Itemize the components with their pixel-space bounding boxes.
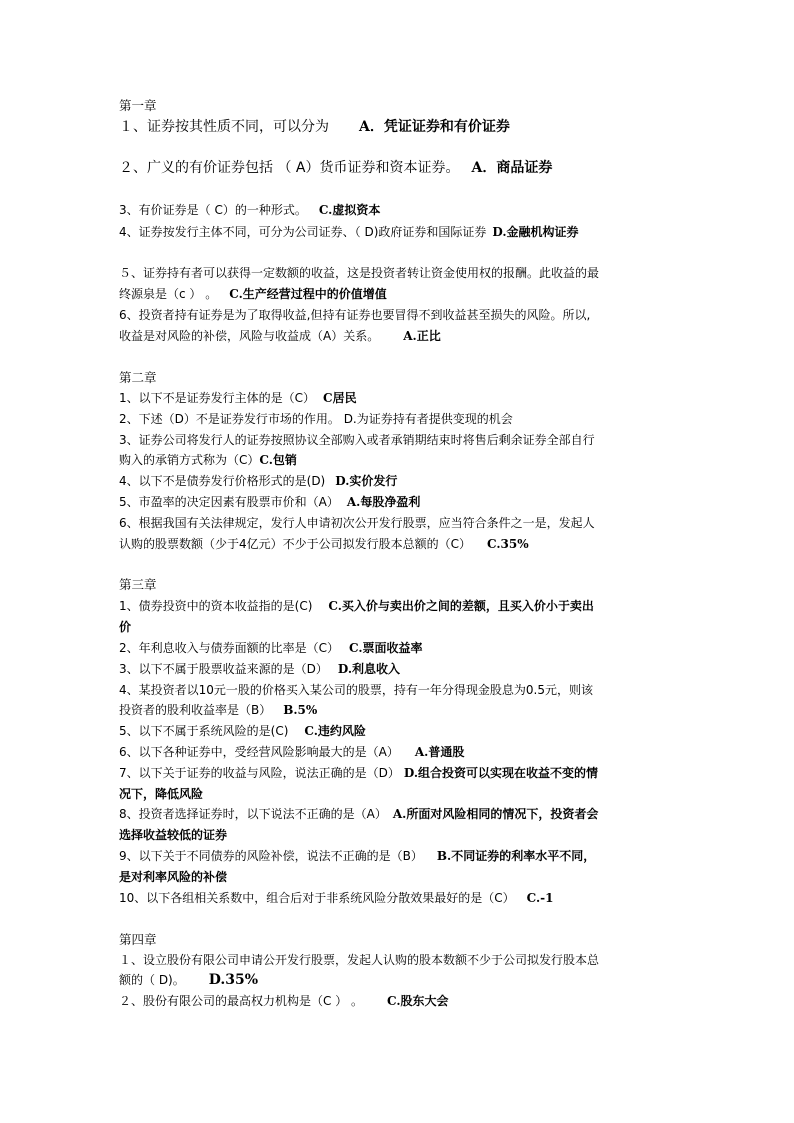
question-text: 额的（ D)。 (119, 973, 185, 987)
question-text: １、设立股份有限公司申请公开发行股票，发起人认购的股本数额不少于公司拟发行股本总 (119, 953, 600, 967)
chapter-4-title: 第四章 (119, 932, 157, 947)
question-text: 1、以下不是证券发行主体的是（C） (119, 391, 316, 405)
question-text: 收益是对风险的补偿，风险与收益成（A）关系。 (119, 329, 380, 343)
ch3-question-6 (119, 744, 464, 760)
ch4-question-2 (119, 993, 449, 1009)
ch3-question-4-line-1 (119, 682, 593, 698)
chapter-3-title: 第三章 (119, 577, 157, 592)
ch3-question-5 (119, 723, 366, 739)
answer-text: C.虚拟资本 (318, 203, 381, 217)
question-text: 终源泉是（c ） 。 (119, 287, 218, 301)
answer-text: C.-1 (526, 891, 554, 905)
ch3-question-7-line-2 (119, 786, 203, 802)
ch4-question-1-line-2 (119, 972, 258, 988)
question-text: ２、股份有限公司的最高权力机构是（C ） 。 (119, 994, 364, 1008)
ch2-question-2 (119, 411, 513, 427)
question-text: 2、下述（D）不是证券发行市场的作用。 D.为证券持有者提供变现的机会 (119, 412, 513, 426)
ch2-question-1 (119, 390, 357, 406)
ch3-question-10 (119, 890, 554, 906)
ch2-question-6-line-1 (119, 515, 595, 531)
ch1-question-1 (119, 119, 510, 135)
ch2-question-3-line-2 (119, 452, 297, 468)
question-text: 6、以下各种证券中，受经营风险影响最大的是（A） (119, 745, 399, 759)
answer-text: C.票面收益率 (349, 641, 423, 655)
answer-text: B.不同证券的利率水平不同， (436, 849, 596, 863)
ch2-question-5 (119, 494, 420, 510)
question-text: 购入的承销方式称为（C） (119, 453, 260, 467)
answer-text: A.正比 (403, 329, 441, 343)
question-text: 3、有价证券是（ C）的一种形式。 (119, 203, 307, 217)
question-text: 7、以下关于证券的收益与风险，说法正确的是（D） (119, 766, 400, 780)
answer-text: D.组合投资可以实现在收益不变的情 (403, 766, 599, 780)
ch3-question-3 (119, 661, 400, 677)
answer-text: C.35% (487, 537, 529, 551)
question-text: 10、以下各组相关系数中，组合后对于非系统风险分散效果最好的是（C） (119, 891, 515, 905)
ch3-question-2 (119, 640, 423, 656)
answer-text: C.买入价与卖出价之间的差额，且买入价小于卖出 (328, 599, 594, 613)
answer-text: 是对利率风险的补偿 (119, 870, 228, 884)
answer-text: A.普通股 (414, 745, 465, 759)
ch3-question-7-line-1 (119, 765, 598, 781)
answer-text: C.股东大会 (387, 994, 449, 1008)
answer-text: 况下，降低风险 (119, 787, 204, 801)
answer-text: C.违约风险 (304, 724, 366, 738)
answer-text: 价 (119, 620, 132, 634)
ch3-question-9-line-1 (119, 848, 595, 864)
ch1-question-3 (119, 202, 380, 218)
answer-text: D.金融机构证券 (492, 225, 579, 239)
question-text: 4、某投资者以10元一股的价格买入某公司的股票，持有一年分得现金股息为0.5元，则该 (119, 683, 593, 697)
ch3-question-8-line-2 (119, 827, 227, 843)
answer-text: A.每股净盈利 (346, 495, 421, 509)
ch2-question-3-line-1 (119, 432, 595, 448)
answer-text: A．商品证券 (471, 160, 553, 176)
ch1-question-2 (119, 160, 552, 176)
answer-text: B.5% (283, 703, 318, 717)
question-text: 3、以下不属于股票收益来源的是（D） (119, 662, 328, 676)
answer-text: A．凭证证券和有价证券 (359, 119, 510, 135)
answer-text: C居民 (323, 391, 357, 405)
ch1-question-6-line-2 (119, 328, 441, 344)
ch1-question-6-line-1 (119, 307, 590, 323)
ch3-question-1-line-1 (119, 598, 594, 614)
ch3-question-8-line-1 (119, 806, 598, 822)
answer-text: D.35% (208, 972, 259, 988)
question-text: ２、广义的有价证券包括 （ A）货币证券和资本证券。 (119, 160, 460, 176)
question-text: 2、年利息收入与债券面额的比率是（C） (119, 641, 340, 655)
answer-text: 选择收益较低的证券 (119, 828, 228, 842)
chapter-2-title: 第二章 (119, 370, 157, 385)
ch3-question-9-line-2 (119, 869, 227, 885)
ch1-question-4 (119, 224, 579, 240)
question-text: 认购的股票数额（少于4亿元）不少于公司拟发行股本总额的（C） (119, 537, 472, 551)
question-text: 6、根据我国有关法律规定，发行人申请初次公开发行股票，应当符合条件之一是，发起人 (119, 516, 595, 530)
ch2-question-4 (119, 473, 397, 489)
question-text: 5、以下不属于系统风险的是(C) (119, 724, 289, 738)
question-text: 4、以下不是债券发行价格形式的是(D) (119, 474, 326, 488)
question-text: 9、以下关于不同债券的风险补偿，说法不正确的是（B） (119, 849, 423, 863)
question-text: 4、证券按发行主体不同，可分为公司证券、（ D)政府证券和国际证券 (119, 225, 487, 239)
question-text: ５、证券持有者可以获得一定数额的收益，这是投资者转让资金使用权的报酬。此收益的最 (119, 266, 600, 280)
question-text: 1、债券投资中的资本收益指的是(C) (119, 599, 313, 613)
ch1-question-5-line-1 (119, 265, 599, 281)
question-text: １、证券按其性质不同，可以分为 (119, 119, 329, 135)
question-text: 8、投资者选择证券时，以下说法不正确的是（A） (119, 807, 387, 821)
answer-text: D.实价发行 (335, 474, 398, 488)
ch2-question-6-line-2 (119, 536, 529, 552)
ch3-question-4-line-2 (119, 702, 317, 718)
question-text: 6、投资者持有证券是为了取得收益,但持有证券也要冒得不到收益甚至损失的风险。所以, (119, 308, 591, 322)
chapter-1-title: 第一章 (119, 98, 157, 113)
answer-text: A.所面对风险相同的情况下，投资者会 (392, 807, 599, 821)
ch4-question-1-line-1 (119, 952, 599, 968)
ch1-question-5-line-2 (119, 286, 387, 302)
question-text: 5、市盈率的决定因素有股票市价和（A） (119, 495, 339, 509)
answer-text: C.包销 (259, 453, 297, 467)
answer-text: C.生产经营过程中的价值增值 (229, 287, 387, 301)
question-text: 3、证券公司将发行人的证券按照协议全部购入或者承销期结束时将售后剩余证券全部自行 (119, 433, 595, 447)
answer-text: D.利息收入 (337, 662, 401, 676)
question-text: 投资者的股利收益率是（B） (119, 703, 272, 717)
ch3-question-1-line-2 (119, 619, 131, 635)
